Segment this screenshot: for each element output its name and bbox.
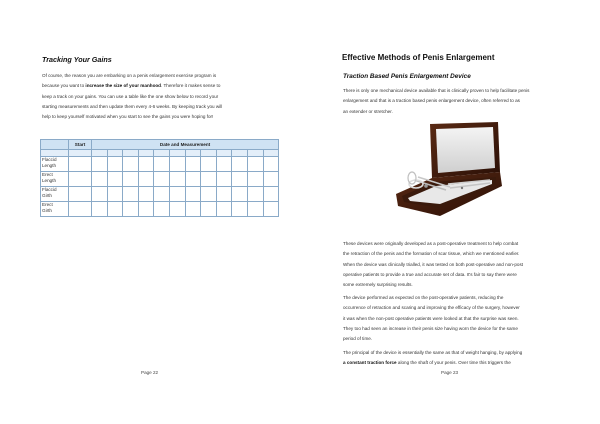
date-measurement-cell [185,172,201,187]
date-measurement-cell [138,202,154,217]
date-measurement-cell [154,202,170,217]
date-measurement-cell [232,202,248,217]
table-subheader-cell [69,150,92,157]
table-header-start: Start [69,140,92,150]
date-measurement-cell [107,172,123,187]
table-corner-cell [41,140,69,150]
history-paragraph [343,239,573,290]
intro-paragraph-line: There is only one mechanical device available that is clinically proven to help facilitate penis [343,88,530,93]
start-measurement-cell [69,172,92,187]
date-measurement-cell [138,187,154,202]
date-measurement-cell [247,202,263,217]
history-paragraph-line: These devices were originally developed as a post-operative treatment to help combat [343,241,519,246]
date-measurement-cell [201,157,217,172]
date-measurement-cell [107,202,123,217]
start-measurement-cell [69,202,92,217]
table-subheader-cell [123,150,139,157]
start-measurement-cell [69,187,92,202]
date-measurement-cell [232,157,248,172]
tracking-paragraph-line: starting measurements and then update them every 4-6 weeks. By keeping track you will [42,103,223,109]
date-measurement-cell [263,202,279,217]
date-measurement-cell [263,172,279,187]
table-subheader-cell [263,150,279,157]
chapter-title: Effective Methods of Penis Enlargement [342,53,495,62]
history-paragraph-line: some extremely surprising results. [343,282,413,288]
principle-paragraph [343,348,573,369]
table-header-dates: Date and Measurement [92,140,279,150]
date-measurement-cell [123,157,139,172]
date-measurement-cell [185,187,201,202]
table-row [41,187,279,202]
date-measurement-cell [216,172,232,187]
history-paragraph-line: When the device was clinically trialled, it was tested on both post-operative and non-post [343,261,524,267]
row-label: Flaccid Girth [41,187,69,202]
tracking-paragraph-line: because you want to increase the size of your manhood. Therefore it makes sense to [42,83,221,89]
date-measurement-cell [154,187,170,202]
principle-paragraph-line: The principal of the device is essentially the same as that of weight hanging, by applying [343,350,523,355]
section-subtitle: Traction Based Penis Enlargement Device [343,73,471,80]
table-subheader-cell [107,150,123,157]
date-measurement-cell [247,172,263,187]
intro-paragraph [343,86,573,117]
date-measurement-cell [92,187,108,202]
table-subheader-cell [232,150,248,157]
intro-paragraph-line: enlargement and that is a traction based penis enlargement device, often referred to as [343,98,520,104]
results-paragraph [343,293,573,344]
date-measurement-cell [169,172,185,187]
date-measurement-cell [263,157,279,172]
date-measurement-cell [169,187,185,202]
row-label: Erect Girth [41,202,69,217]
tracking-paragraph [42,71,272,122]
row-label: Erect Length [41,172,69,187]
start-measurement-cell [69,157,92,172]
date-measurement-cell [247,157,263,172]
date-measurement-cell [263,187,279,202]
date-measurement-cell [247,187,263,202]
results-paragraph-line: period of time. [343,336,373,342]
results-paragraph-line: occurrence of retraction and scaring and improving the efficacy of the surgery, however [343,305,520,311]
tracking-paragraph-line: Of course, the reason you are embarking on a penis enlargement exercise program is [42,73,217,78]
date-measurement-cell [169,157,185,172]
penis-extender-device-photo [392,120,504,230]
date-measurement-cell [92,157,108,172]
measurement-table [40,139,279,217]
intro-paragraph-line: an extender or stretcher. [343,108,393,114]
date-measurement-cell [201,172,217,187]
table-subheader-cell [247,150,263,157]
date-measurement-cell [216,187,232,202]
table-row [41,202,279,217]
tracking-paragraph-line: help to keep yourself motivated when you start to see the gains you were hoping for! [42,114,214,120]
history-paragraph-line: the retraction of the penis and the formation of scar tissue, which we mentioned earlier. [343,251,520,257]
principle-paragraph-line: a constant traction force along the shaft of your penis. Over time this triggers the [343,360,511,366]
date-measurement-cell [92,172,108,187]
page-number-left: Page 22 [141,370,159,375]
date-measurement-cell [216,157,232,172]
section-heading: Tracking Your Gains [42,55,112,64]
table-subheader-cell [92,150,108,157]
history-paragraph-line: operative patients to provide a true and accurate set of data. It's fair to say there were [343,271,517,277]
tracking-paragraph-line: keep a track on your gains. You can use a table like the one show below to record your [42,93,219,99]
date-measurement-cell [185,157,201,172]
table-subheader-cell [41,150,69,157]
date-measurement-cell [92,202,108,217]
date-measurement-cell [216,202,232,217]
table-row [41,172,279,187]
table-subheader-cell [138,150,154,157]
date-measurement-cell [154,157,170,172]
date-measurement-cell [123,202,139,217]
date-measurement-cell [232,172,248,187]
date-measurement-cell [138,157,154,172]
table-subheader-cell [169,150,185,157]
page-number-right: Page 23 [441,370,459,375]
results-paragraph-line: it was when the non-post operative patients were looked at that the surprise was seen. [343,315,519,321]
date-measurement-cell [107,187,123,202]
date-measurement-cell [123,187,139,202]
date-measurement-cell [154,172,170,187]
date-measurement-cell [138,172,154,187]
date-measurement-cell [185,202,201,217]
results-paragraph-line: They too had seen an increase in their penis size having worn the device for the same [343,325,518,331]
results-paragraph-line: The device performed as expected on the post-operative patients, reducing the [343,295,504,300]
date-measurement-cell [232,187,248,202]
date-measurement-cell [201,187,217,202]
table-subheader-cell [154,150,170,157]
date-measurement-cell [107,157,123,172]
table-row [41,157,279,172]
table-subheader-cell [185,150,201,157]
date-measurement-cell [169,202,185,217]
table-subheader-cell [216,150,232,157]
date-measurement-cell [201,202,217,217]
row-label: Flaccid Length [41,157,69,172]
table-subheader-cell [201,150,217,157]
date-measurement-cell [123,172,139,187]
